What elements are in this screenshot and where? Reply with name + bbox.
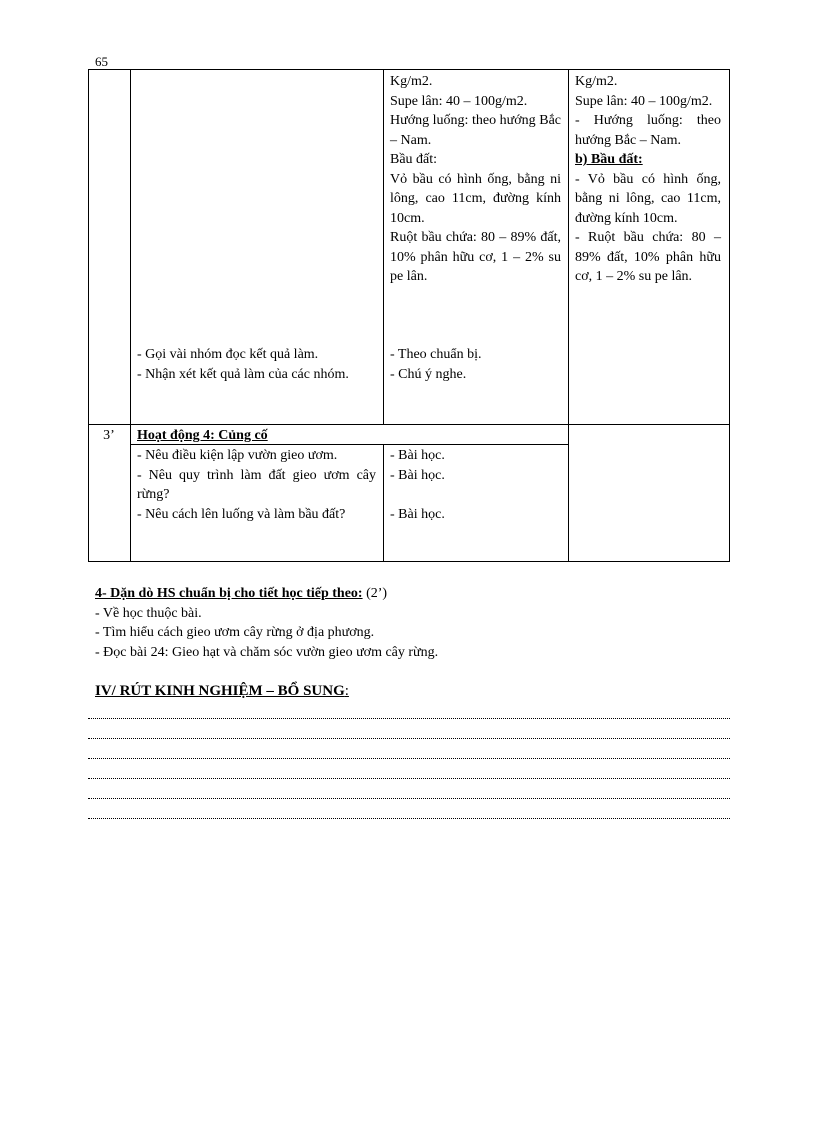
- homework-item: - Đọc bài 24: Gieo hạt và chăm sóc vườn gieo ươm cây rừng.: [95, 644, 439, 660]
- dotted-writing-line: [88, 718, 730, 719]
- hs-line: Bầu đất:: [390, 152, 438, 167]
- hs-line: Supe lân: 40 – 100g/m2.: [390, 93, 528, 109]
- table-border-right: [729, 69, 730, 562]
- answer-item: - Bài học.: [390, 467, 445, 483]
- homework-time: (2’): [362, 586, 388, 601]
- col-divider-3: [568, 69, 569, 562]
- question-cell: [137, 446, 376, 524]
- nd-subheading: b) Bầu đất:: [575, 152, 643, 167]
- dotted-writing-line: [88, 818, 730, 819]
- hs-response-line: - Theo chuẩn bị.: [390, 347, 482, 362]
- gv-activity-cell: [137, 345, 376, 384]
- nd-line: - Vỏ bầu có hình ống, bằng ni lông, cao 11cm, đường kính 10cm.: [575, 171, 721, 226]
- page-number: 65: [95, 54, 108, 69]
- answer-item: - Bài học.: [390, 507, 445, 522]
- dotted-writing-line: [88, 738, 730, 739]
- nd-content-cell: [575, 72, 721, 287]
- homework-heading: 4- Dặn dò HS chuẩn bị cho tiết học tiếp theo:: [95, 586, 363, 601]
- dotted-writing-line: [88, 798, 730, 799]
- hs-response-line: - Chú ý nghe.: [390, 366, 467, 382]
- homework-item: - Tìm hiểu cách gieo ươm cây rừng ở địa phương.: [95, 625, 375, 640]
- table-border-bottom: [88, 561, 730, 562]
- hs-content-cell: [390, 72, 561, 287]
- answer-item: - Bài học.: [390, 448, 445, 463]
- activity-title: Hoạt động 4: Củng cố: [137, 428, 268, 443]
- question-item: - Nêu điều kiện lập vườn gieo ươm.: [137, 448, 338, 463]
- time-cell: 3’: [103, 428, 115, 443]
- hs-line: Kg/m2.: [390, 74, 433, 89]
- dotted-writing-line: [88, 778, 730, 779]
- table-border-top: [88, 69, 730, 70]
- nd-line: - Hướng luống: theo hướng Bắc – Nam.: [575, 113, 721, 148]
- hs-response-cell: [390, 345, 561, 384]
- homework-section: [95, 584, 735, 662]
- gv-line: - Nhận xét kết quả làm của các nhóm.: [137, 366, 349, 382]
- question-item: - Nêu quy trình làm đất gieo ươm cây rừng?: [137, 467, 376, 502]
- dotted-writing-line: [88, 758, 730, 759]
- col-divider-2b: [383, 444, 384, 562]
- review-colon: :: [344, 683, 349, 699]
- gv-line: - Gọi vài nhóm đọc kết quả làm.: [137, 347, 319, 362]
- row-divider: [88, 424, 730, 425]
- col-divider-1: [130, 69, 131, 562]
- question-item: - Nêu cách lên luống và làm bầu đất?: [137, 506, 346, 522]
- hs-line: Vỏ bầu có hình ống, bằng ni lông, cao 11cm, đường kính 10cm.: [390, 171, 561, 226]
- homework-item: - Về học thuộc bài.: [95, 605, 202, 621]
- table-border-left: [88, 69, 89, 562]
- nd-line: - Ruột bầu chứa: 80 – 89% đất, 10% phân hữu cơ, 1 – 2% su pe lân.: [575, 230, 721, 284]
- hs-line: Hướng luống: theo hướng Bắc – Nam.: [390, 113, 561, 148]
- homework-heading-line: [95, 584, 735, 604]
- answer-cell: [390, 446, 561, 525]
- col-divider-2a: [383, 69, 384, 425]
- hs-line: Ruột bầu chứa: 80 – 89% đất, 10% phân hữu cơ, 1 – 2% su pe lân.: [390, 230, 561, 284]
- review-heading: IV/ RÚT KINH NGHIỆM – BỔ SUNG: [95, 683, 345, 699]
- nd-line: Supe lân: 40 – 100g/m2.: [575, 93, 713, 109]
- nd-line: Kg/m2.: [575, 74, 618, 89]
- review-heading-line: [95, 682, 349, 702]
